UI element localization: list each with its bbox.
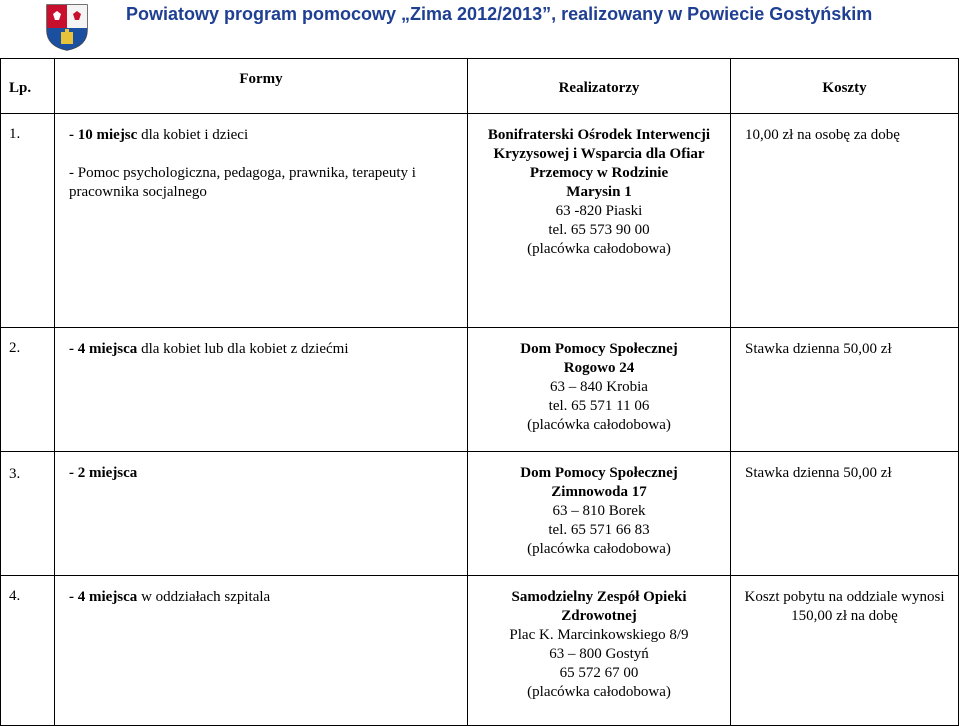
form-line <box>69 340 459 359</box>
row-number: 2. <box>1 328 55 452</box>
realizer-name: Zdrowotnej <box>561 608 637 624</box>
row-cost: Koszt pobytu na oddziale wynosi 150,00 zł na dobę <box>731 576 959 726</box>
realizer-name: Bonifraterski Ośrodek Interwencji <box>487 127 711 143</box>
form-line <box>69 588 459 607</box>
row-realizer <box>468 452 731 576</box>
realizer-phone: tel. 65 573 90 00 <box>548 222 650 238</box>
realizer-note: (placówka całodobowa) <box>527 684 671 700</box>
form-line <box>69 464 459 483</box>
realizer-note: (placówka całodobowa) <box>527 541 671 557</box>
realizer-note: (placówka całodobowa) <box>527 241 671 257</box>
row-forms <box>55 328 468 452</box>
realizer-phone: 65 572 67 00 <box>559 665 639 681</box>
form-text: dla kobiet i dzieci <box>137 127 249 143</box>
form-line <box>69 164 459 202</box>
header-cell-koszty <box>731 59 959 114</box>
table-row <box>1 452 959 576</box>
header-cell-realizatorzy <box>468 59 731 114</box>
realizer-postcode: 63 -820 Piaski <box>555 203 643 219</box>
form-text: - Pomoc psychologiczna, pedagoga, prawnika, terapeuty i pracownika socjalnego <box>69 165 416 200</box>
realizer-name: Przemocy w Rodzinie <box>529 165 669 181</box>
realizer-name: Dom Pomocy Społecznej <box>520 341 678 357</box>
column-lp: Lp. <box>9 80 32 96</box>
row-number: 4. <box>1 576 55 726</box>
row-cost: 10,00 zł na osobę za dobę <box>731 114 959 328</box>
row-realizer <box>468 328 731 452</box>
row-number: 3. <box>1 452 55 576</box>
form-bold: - 2 miejsca <box>69 465 138 481</box>
column-realizatorzy: Realizatorzy <box>558 80 640 96</box>
column-formy: Formy <box>239 71 283 87</box>
realizer-phone: tel. 65 571 11 06 <box>548 398 650 414</box>
realizer-address: Zimnowoda 17 <box>551 484 647 500</box>
program-table <box>0 58 959 726</box>
realizer-address: Plac K. Marcinkowskiego 8/9 <box>509 627 689 643</box>
row-realizer <box>468 576 731 726</box>
header-cell-lp <box>1 59 55 114</box>
realizer-address: Marysin 1 <box>566 184 632 200</box>
row-forms <box>55 114 468 328</box>
realizer-name: Samodzielny Zespół Opieki <box>511 589 687 605</box>
realizer-postcode: 63 – 800 Gostyń <box>549 646 649 662</box>
form-text: w oddziałach szpitala <box>137 589 271 605</box>
realizer-postcode: 63 – 840 Krobia <box>550 379 648 395</box>
page-title: Powiatowy program pomocowy „Zima 2012/2013”, realizowany w Powiecie Gostyńskim <box>126 4 873 24</box>
realizer-name: Kryzysowej i Wsparcia dla Ofiar <box>493 146 705 162</box>
form-bold: - 4 miejsca <box>69 589 138 605</box>
row-number: 1. <box>1 114 55 328</box>
row-cost: Stawka dzienna 50,00 zł <box>731 328 959 452</box>
realizer-note: (placówka całodobowa) <box>527 417 671 433</box>
row-cost: Stawka dzienna 50,00 zł <box>731 452 959 576</box>
form-text: dla kobiet lub dla kobiet z dziećmi <box>137 341 349 357</box>
realizer-address: Rogowo 24 <box>563 360 635 376</box>
realizer-phone: tel. 65 571 66 83 <box>548 522 650 538</box>
row-realizer <box>468 114 731 328</box>
column-koszty: Koszty <box>822 80 867 96</box>
form-bold: - 4 miejsca <box>69 341 138 357</box>
row-forms <box>55 576 468 726</box>
form-line <box>69 126 459 145</box>
realizer-postcode: 63 – 810 Borek <box>552 503 646 519</box>
row-forms <box>55 452 468 576</box>
coat-of-arms-icon <box>44 2 90 52</box>
table-row <box>1 328 959 452</box>
table-row <box>1 576 959 726</box>
table-row <box>1 114 959 328</box>
table-header-row <box>1 59 959 114</box>
form-bold: - 10 miejsc <box>69 127 138 143</box>
header-cell-formy <box>55 59 468 114</box>
realizer-name: Dom Pomocy Społecznej <box>520 465 678 481</box>
